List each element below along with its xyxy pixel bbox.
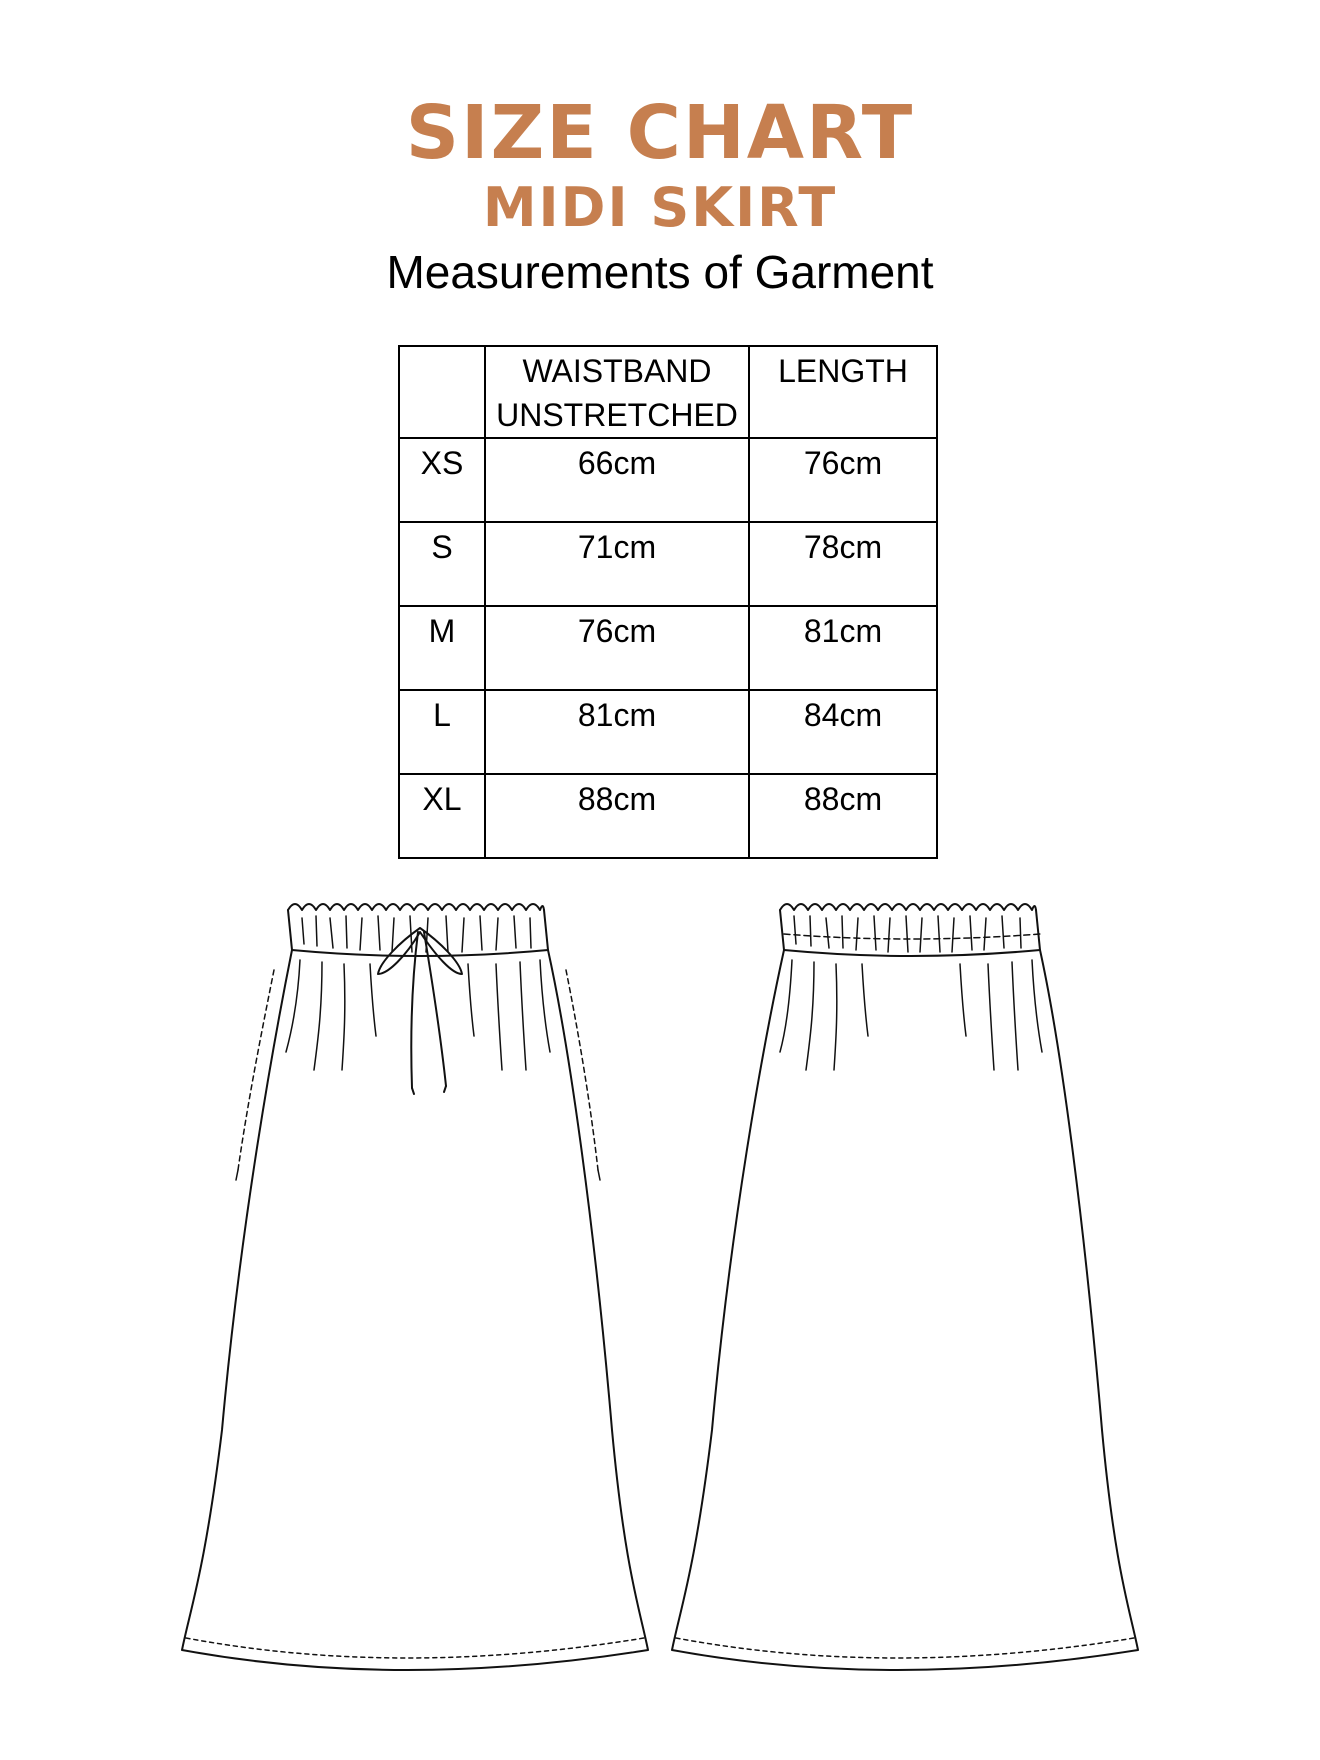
table-row: [399, 522, 937, 606]
skirt-drawings: [0, 870, 1320, 1720]
front-skirt-outline: [182, 950, 648, 1670]
size-table: [398, 345, 938, 859]
header-cell-size: [399, 346, 485, 438]
waistband-cell: 76cm: [485, 606, 749, 690]
size-chart-title: SIZE CHART: [405, 90, 915, 176]
table-row: [399, 690, 937, 774]
length-cell: 84cm: [749, 690, 937, 774]
length-cell: 78cm: [749, 522, 937, 606]
drawstring-bow: [378, 928, 462, 974]
back-waistband-top: [780, 904, 1036, 910]
length-cell: 76cm: [749, 438, 937, 522]
waistband-cell: 81cm: [485, 690, 749, 774]
size-cell: L: [399, 690, 485, 774]
back-skirt-outline: [672, 950, 1138, 1670]
size-cell: S: [399, 522, 485, 606]
table-row: [399, 606, 937, 690]
header-cell-waistband: WAISTBAND UNSTRETCHED: [485, 346, 749, 438]
length-cell: 88cm: [749, 774, 937, 858]
skirt-front-drawing: [182, 904, 648, 1670]
page-subtitle: Measurements of Garment: [386, 246, 934, 298]
size-cell: XL: [399, 774, 485, 858]
table-header-row: [399, 346, 937, 438]
front-waistband-top: [288, 904, 544, 910]
product-name: MIDI SKIRT: [482, 176, 838, 239]
skirt-back-drawing: [672, 904, 1138, 1670]
table-row: [399, 438, 937, 522]
waistband-cell: 88cm: [485, 774, 749, 858]
length-cell: 81cm: [749, 606, 937, 690]
size-cell: XS: [399, 438, 485, 522]
waistband-cell: 71cm: [485, 522, 749, 606]
waistband-cell: 66cm: [485, 438, 749, 522]
table-row: [399, 774, 937, 858]
header-cell-length: LENGTH: [749, 346, 937, 438]
size-cell: M: [399, 606, 485, 690]
